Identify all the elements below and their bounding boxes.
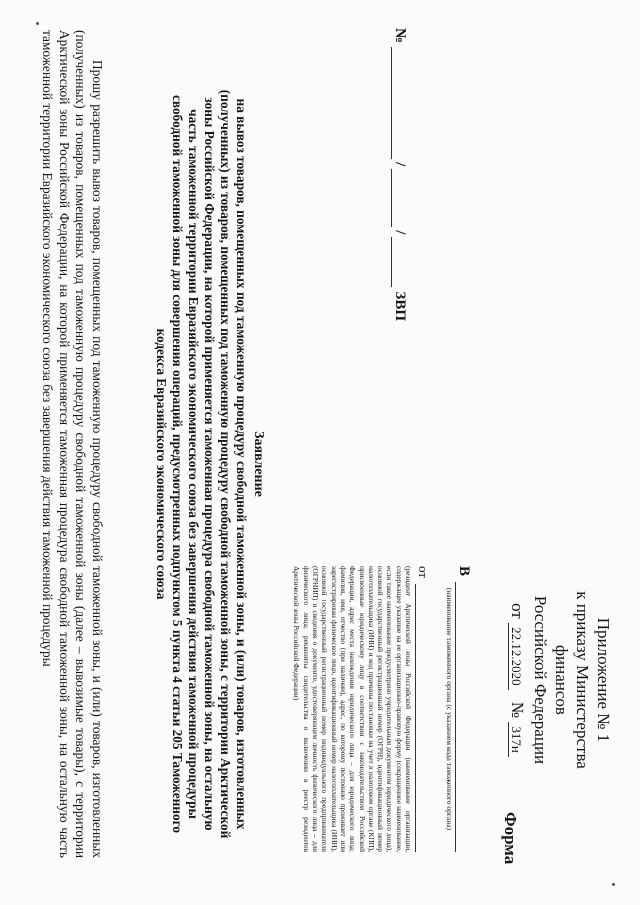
doc-number-blank <box>391 47 404 159</box>
country-line: Российской Федерации <box>531 595 550 765</box>
doc-number-prefix: № <box>392 28 408 44</box>
doc-number-sep: / <box>392 162 408 167</box>
to-field-line <box>455 582 468 852</box>
form-label: Форма <box>501 812 520 865</box>
from-prefix: от <box>416 566 431 579</box>
statement-heading: Заявление <box>251 431 266 497</box>
date-prefix: от <box>508 603 527 619</box>
from-caption: (резидент Арктической зоны Российской Федерации (наименование организации, содержащее указание на ее организационно-правовую форму (сокращенное наименование, если такое наименование предусмотрено учредительным документом юридического лица), основной государственный регистрационный номер (ОГРН), идентификационный номер налогоплательщика (ИНН) и код причины постановки на учет в налоговом органе (КПП), присвоенные юридическому лицу в соответствии с законодательством Российской Федерации, адрес места нахождения юридического лица – для юридического лица; фамилия, имя, отчество (при наличии), адрес, по которому постоянно проживает или зарегистрирован физическое лицо, идентификационный номер налогоплательщика (ИНН), основной государственный регистрационный номер индивидуального предпринимателя (ОГРНИП) и сведения о документе, удостоверяющем личность физического лица – для физического лица; реквизиты свидетельства о включении в реестр резидентов Арктической зоны Российской Федерации) <box>292 566 413 852</box>
to-row <box>455 566 472 852</box>
number-value: 317н <box>508 722 524 756</box>
request-paragraph: Прошу разрешить вывоз товаров, помещенных под таможенную процедуру свободной таможенной зоны, и (или) товаров, изготовленных (полученных) из товаров, помещенных под таможенную процедуру свободной таможенной зоны (далее – вывозимые товары), с территории Арктической зоны Российской Федерации, на которой применяется таможенная процедура свободной таможенной зоны, на остальную часть таможенной территории Евразийского экономического союза без завершения действия таможенной процедуры <box>40 30 105 858</box>
date-line <box>506 560 528 800</box>
date-value: 22.12.2020 <box>508 623 524 690</box>
doc-number-blank <box>391 237 404 287</box>
number-prefix: № <box>508 701 527 719</box>
from-row <box>415 566 431 852</box>
from-field-line <box>415 584 428 852</box>
doc-number-suffix: ЗВП <box>392 291 408 322</box>
document-number <box>391 28 408 321</box>
doc-number-sep: / <box>392 230 408 235</box>
recipient-block <box>292 566 472 852</box>
order-line: к приказу Министерства финансов <box>552 591 592 769</box>
statement-title <box>153 84 266 844</box>
to-caption: (наименование таможенного органа (с указанием кода таможенного органа) <box>445 587 454 831</box>
to-prefix: В <box>456 566 472 577</box>
appendix-block <box>506 560 614 800</box>
statement-subject: на вывоз товаров, помещенных под таможенную процедуру свободной таможенной зоны, и (или) товаров, изготовленных (полученных) из товаров, помещенных под таможенную процедуру свободной таможенной зоны, с территории Арктической зоны Российской Федерации, на которой применяется таможенная процедура свободной таможенной зоны, на остальную часть таможенной территории Евразийского экономического союза без завершения действия таможенной процедуры свободной таможенной зоны для совершения операций, предусмотренных подпунктом 5 пункта 4 статьи 205 Таможенного кодекса Евразийского экономического союза <box>154 89 249 839</box>
doc-number-blank <box>391 169 404 227</box>
appendix-title: Приложение № 1 <box>594 617 613 743</box>
